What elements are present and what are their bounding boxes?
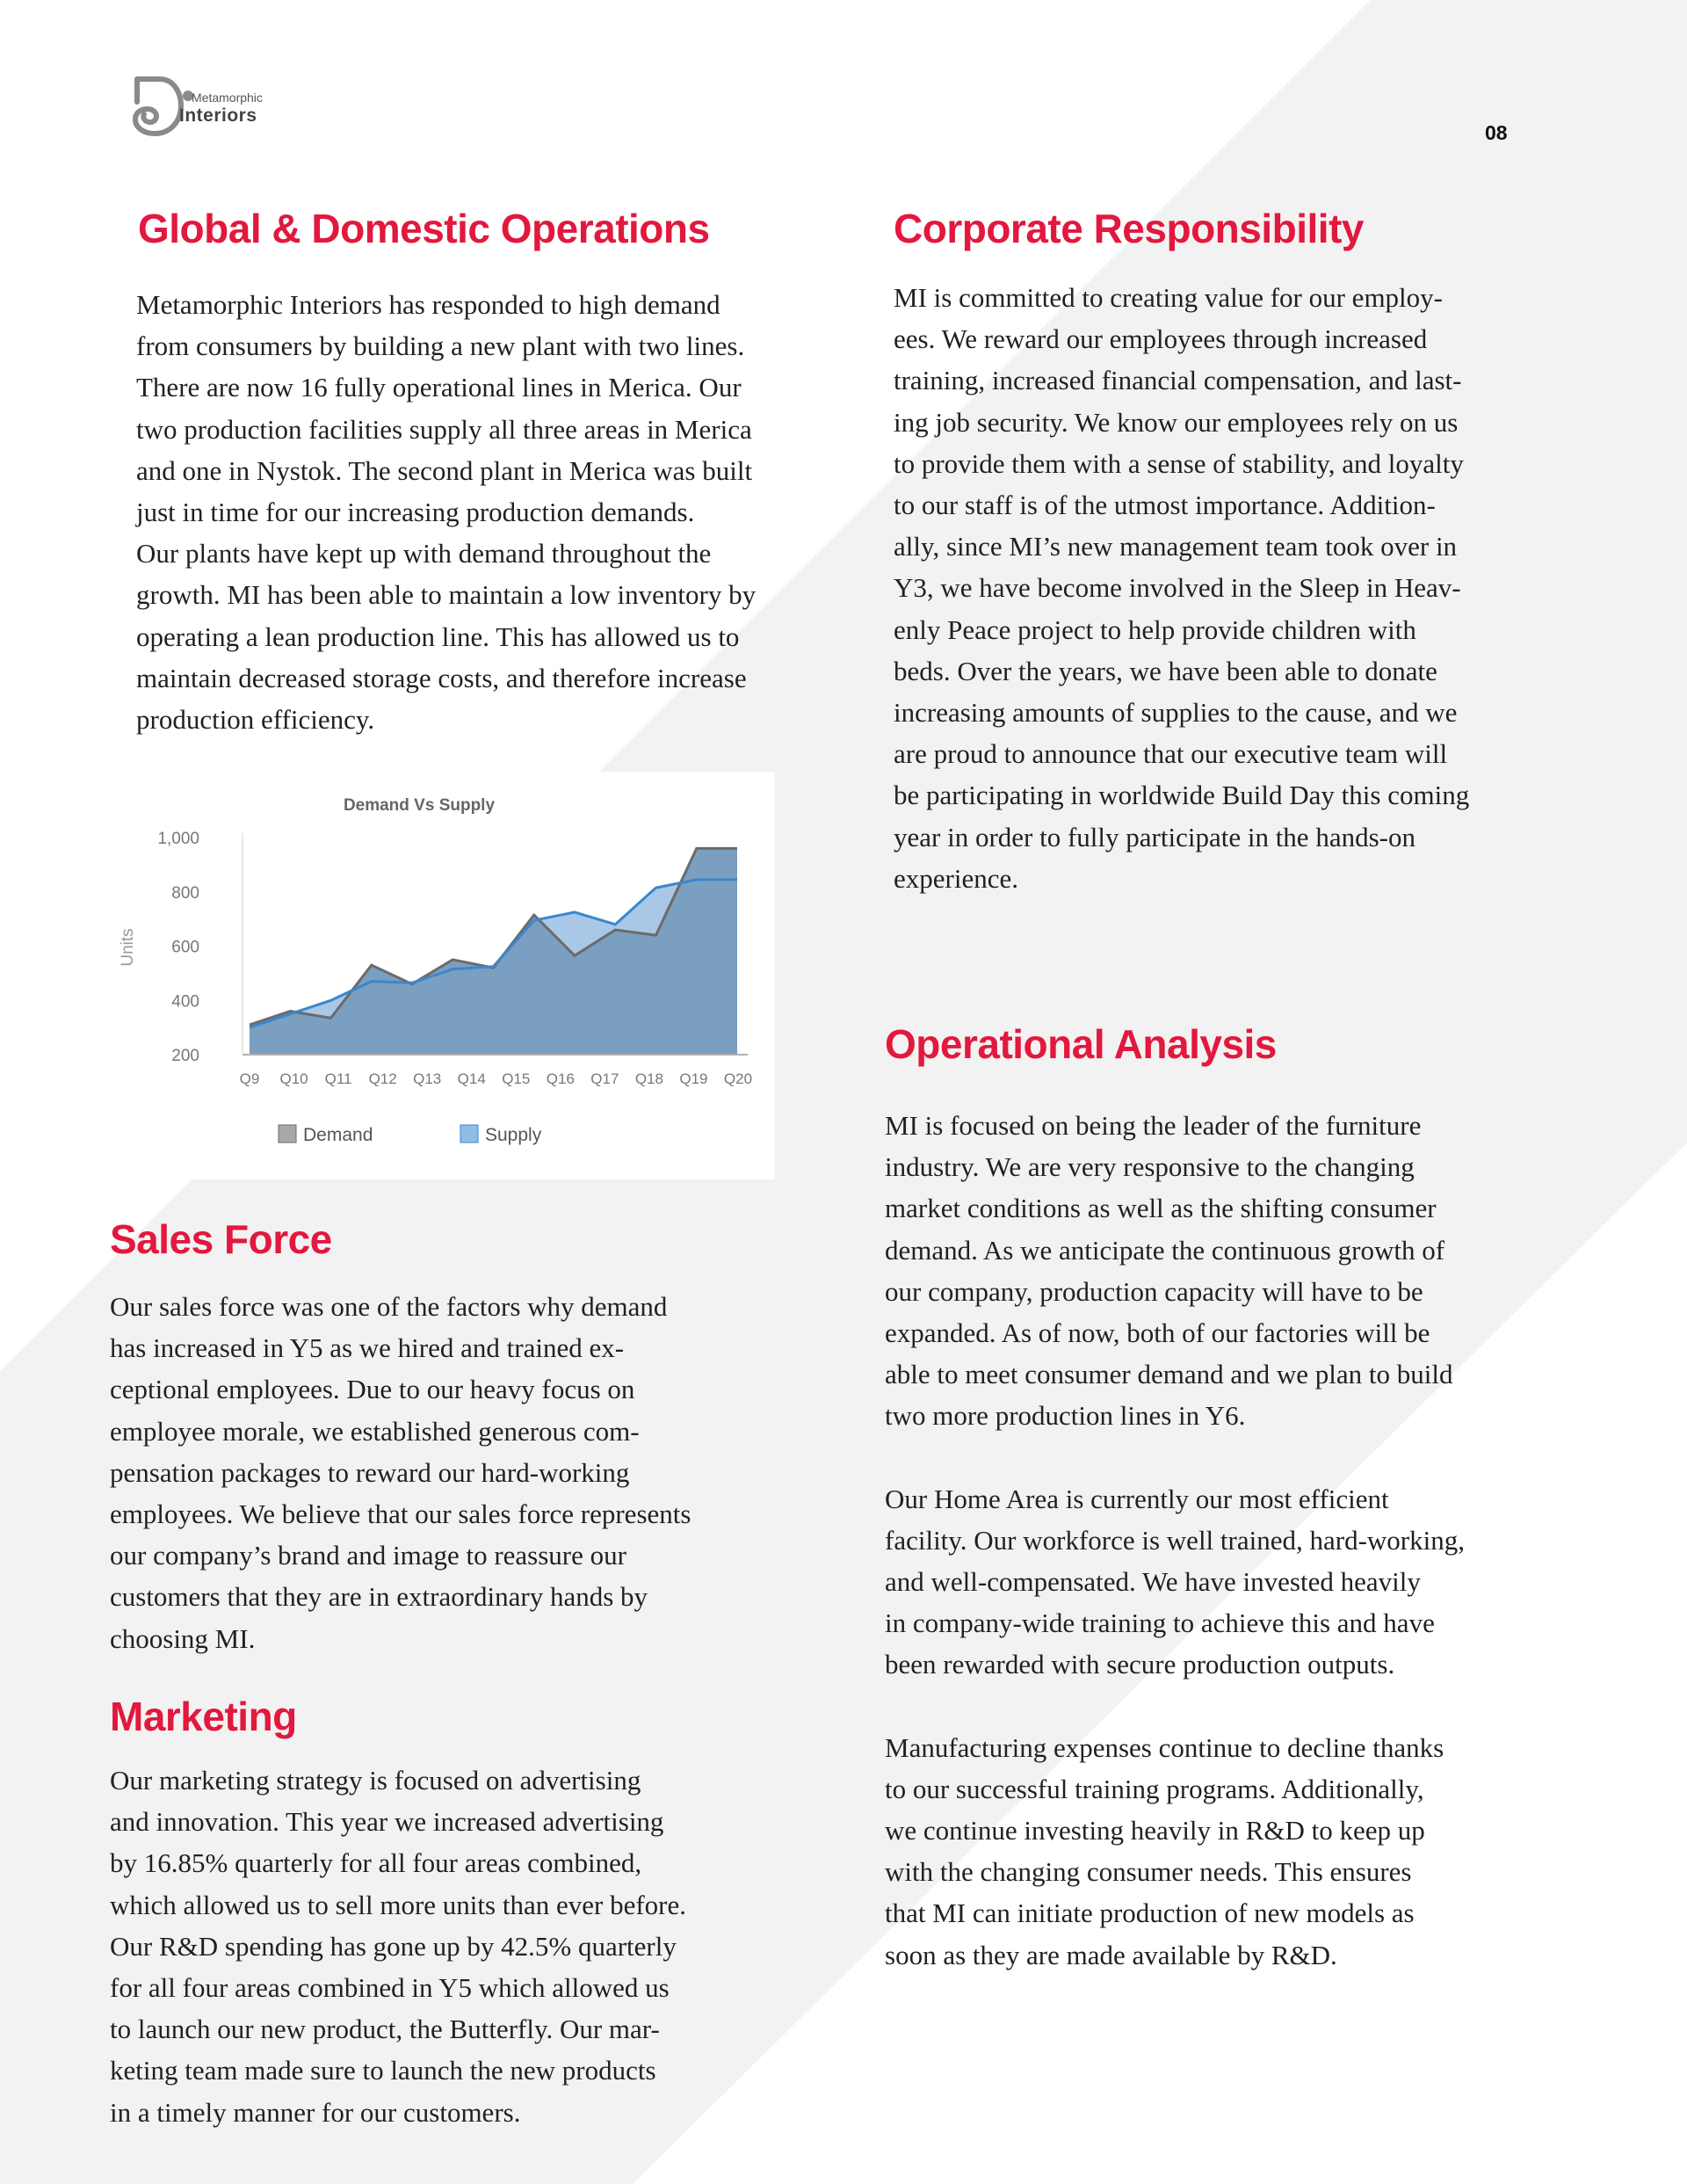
text-line: our company, production capacity will have to be [885,1275,1423,1307]
text-line: able to meet consumer demand and we plan to build [885,1359,1453,1390]
paragraph-sales-force [110,1286,795,1659]
x-tick-label: Q11 [324,1070,352,1087]
text-line: market conditions as well as the shifting consumer [885,1193,1437,1224]
text-line: been rewarded with secure production outputs. [885,1649,1395,1680]
logo-text-bottom: Interiors [179,105,257,126]
logo-text-top: Metamorphic [192,91,263,105]
paragraph-operational-analysis [885,1105,1640,1976]
text-line: growth. MI has been able to maintain a low inventory by [136,579,757,611]
text-line [885,1686,1640,1727]
text-line: pensation packages to reward our hard-working [110,1456,630,1488]
text-line: MI is focused on being the leader of the furniture [885,1110,1422,1141]
text-line: Our Home Area is currently our most efficient [885,1483,1389,1514]
text-line: that MI can initiate production of new models as [885,1897,1415,1929]
text-line: ceptional employees. Due to our heavy focus on [110,1374,635,1405]
legend-label-supply: Supply [485,1125,542,1145]
chart-title: Demand Vs Supply [343,796,496,815]
text-line: to our staff is of the utmost importance. Addition- [894,490,1436,521]
x-tick-label: Q15 [502,1070,531,1087]
x-tick-label: Q19 [679,1070,708,1087]
text-line: Manufacturing expenses continue to decline thanks [885,1731,1444,1763]
x-tick-label: Q9 [239,1070,260,1087]
text-line: and one in Nystok. The second plant in Merica was built [136,454,753,486]
y-tick-label: 200 [171,1047,199,1065]
text-line: to our successful training programs. Additionally, [885,1773,1424,1804]
y-tick-label: 600 [171,938,199,957]
heading-global-domestic-operations: Global & Domestic Operations [138,206,710,251]
text-line: we continue investing heavily in R&D to keep up [885,1815,1425,1847]
x-tick-label: Q14 [457,1070,486,1087]
text-line: demand. As we anticipate the continuous growth of [885,1234,1445,1266]
text-line: in a timely manner for our customers. [110,2096,521,2128]
heading-corporate-responsibility: Corporate Responsibility [894,206,1364,251]
text-line: Our marketing strategy is focused on advertising [110,1765,641,1796]
text-line: maintain decreased storage costs, and therefore increase [136,662,747,693]
y-axis-label: Units [119,928,137,967]
text-line: employees. We believe that our sales force represents [110,1498,691,1530]
y-tick-label: 800 [171,883,199,903]
text-line: for all four areas combined in Y5 which allowed us [110,1972,670,2004]
demand-area [250,848,737,1055]
x-tick-label: Q13 [413,1070,442,1087]
text-line: with the changing consumer needs. This ensures [885,1856,1412,1888]
text-line: facility. Our workforce is well trained, hard-working, [885,1524,1465,1556]
text-line: has increased in Y5 as we hired and trained ex- [110,1332,625,1364]
text-line: year in order to fully participate in the hands-on [894,821,1415,853]
text-line: customers that they are in extraordinary hands by [110,1581,648,1613]
text-line: Our plants have kept up with demand throughout the [136,538,712,570]
text-line: to launch our new product, the Butterfly. Our mar- [110,2013,660,2045]
demand-vs-supply-chart [113,772,775,1179]
text-line: and innovation. This year we increased advertising [110,1806,664,1838]
legend-swatch-demand [279,1125,296,1143]
text-line: Metamorphic Interiors has responded to high demand [136,289,720,320]
x-tick-label: Q10 [279,1070,308,1087]
text-line: Our sales force was one of the factors why demand [110,1291,668,1322]
paragraph-corporate-responsibility [894,277,1640,899]
x-tick-label: Q12 [368,1070,397,1087]
text-line: just in time for our increasing production demands. [136,497,695,528]
x-tick-label: Q20 [723,1070,753,1087]
text-line: two production facilities supply all three areas in Merica [136,413,752,445]
heading-marketing: Marketing [110,1694,297,1739]
page-number: 08 [1485,121,1508,144]
text-line: our company’s brand and image to reassure our [110,1540,626,1571]
text-line: choosing MI. [110,1622,256,1654]
y-tick-label: 1,000 [157,830,199,848]
x-tick-label: Q16 [546,1070,575,1087]
paragraph-marketing [110,1760,795,2133]
text-line: production efficiency. [136,704,375,736]
text-line: enly Peace project to help provide children with [894,613,1416,645]
text-line: and well-compensated. We have invested heavily [885,1566,1421,1598]
text-line: increasing amounts of supplies to the cause, and we [894,697,1458,729]
text-line: to provide them with a sense of stability, and loyalty [894,447,1464,479]
chart-svg [113,772,775,1179]
text-line: ees. We reward our employees through increased [894,323,1428,355]
text-line: ing job security. We know our employees rely on us [894,406,1459,438]
text-line: industry. We are very responsive to the changing [885,1151,1415,1183]
heading-sales-force: Sales Force [110,1216,332,1262]
text-line: ally, since MI’s new management team took over in [894,531,1458,562]
x-tick-label: Q17 [590,1070,619,1087]
paragraph-global-domestic-operations [136,284,839,740]
company-logo [132,76,272,137]
text-line: which allowed us to sell more units than ever before. [110,1889,686,1920]
text-line: There are now 16 fully operational lines in Merica. Our [136,372,742,403]
text-line: Y3, we have become involved in the Sleep in Heav- [894,572,1461,604]
text-line: are proud to announce that our executive team will [894,738,1448,770]
text-line: training, increased financial compensation, and last- [894,365,1462,396]
text-line: from consumers by building a new plant with two lines. [136,330,745,362]
legend-swatch-supply [460,1125,478,1143]
text-line: employee morale, we established generous com- [110,1415,640,1447]
text-line: be participating in worldwide Build Day this coming [894,780,1470,811]
text-line: in company-wide training to achieve this and have [885,1607,1435,1639]
text-line: two more production lines in Y6. [885,1400,1246,1432]
text-line: expanded. As of now, both of our factories will be [885,1317,1430,1349]
text-line: operating a lean production line. This has allowed us to [136,620,740,652]
text-line: beds. Over the years, we have been able to donate [894,655,1437,686]
text-line: soon as they are made available by R&D. [885,1939,1337,1970]
text-line: MI is committed to creating value for our employ- [894,282,1443,313]
text-line: experience. [894,862,1018,894]
y-tick-label: 400 [171,992,199,1012]
text-line: by 16.85% quarterly for all four areas combined, [110,1847,642,1879]
x-tick-label: Q18 [634,1070,663,1087]
legend-label-demand: Demand [303,1125,373,1145]
text-line [885,1437,1640,1478]
text-line: keting team made sure to launch the new products [110,2055,656,2086]
text-line: Our R&D spending has gone up by 42.5% quarterly [110,1930,677,1962]
heading-operational-analysis: Operational Analysis [885,1021,1277,1067]
